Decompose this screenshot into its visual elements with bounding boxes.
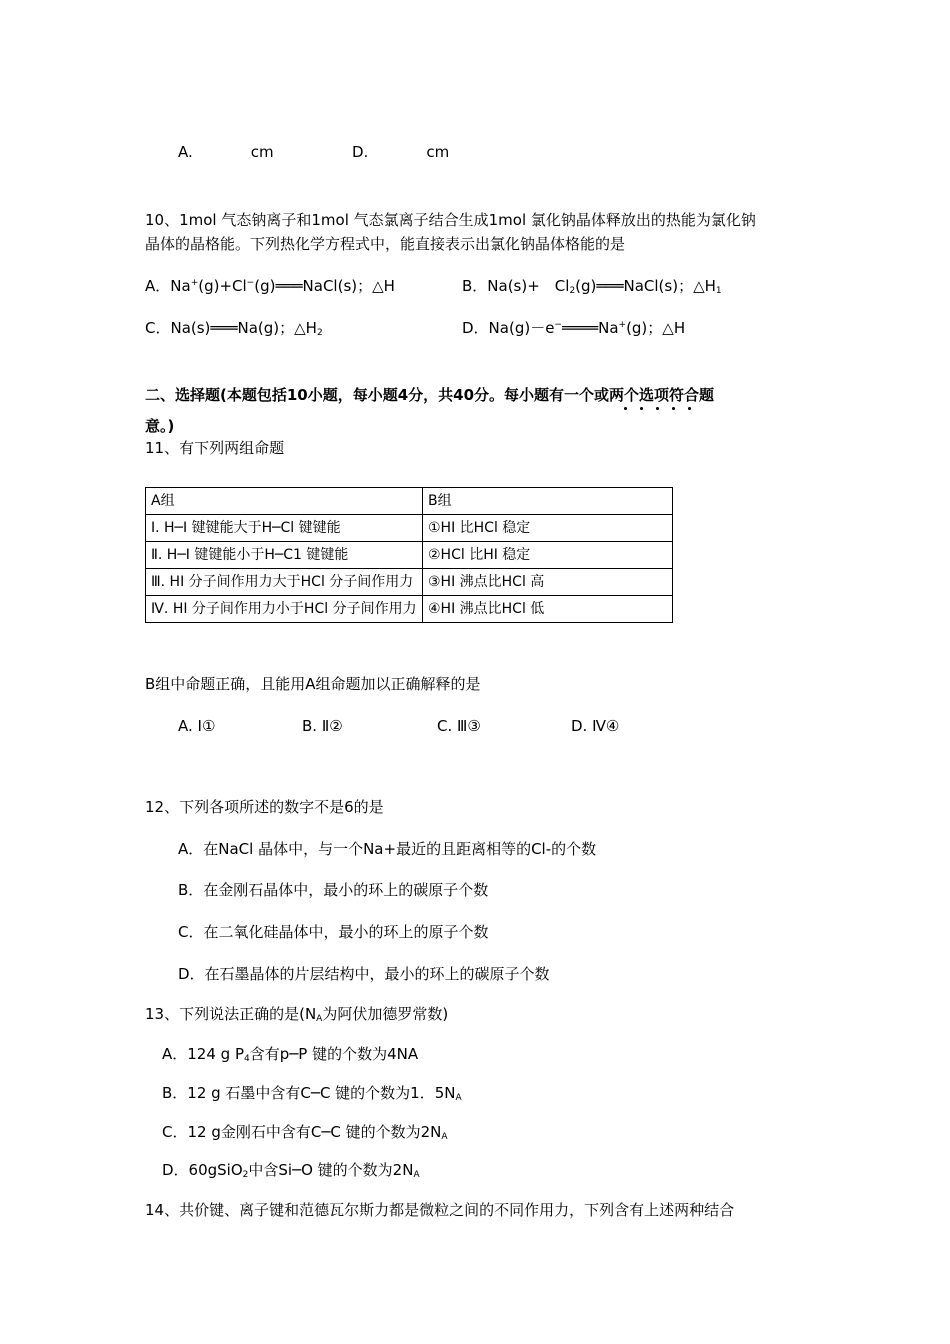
- table-header-cell: A组: [146, 488, 423, 515]
- emphasis-dot: [624, 407, 627, 410]
- q12-option-c: C．在二氧化硅晶体中，最小的环上的原子个数: [178, 923, 489, 941]
- emphasis-dot: [672, 407, 675, 410]
- q10-option-b: B．Na(s)+ $Cl_2(g)═══NaCl(s)$；$\triangle H_1$: [462, 277, 722, 296]
- q9-option-d: D. cm: [352, 143, 450, 161]
- section2-heading-line1: 二、选择题(本题包括10小题，每小题4分，共40分。每小题有一个或两个选项符合题: [145, 386, 715, 404]
- table-row: [146, 596, 673, 623]
- table-cell: Ⅳ. HI 分子间作用力小于HCl 分子间作用力: [146, 596, 423, 623]
- q14-stem-line1: 14、共价键、离子键和范德瓦尔斯力都是微粒之间的不同作用力，下列含有上述两种结合: [145, 1201, 735, 1219]
- q12-option-a: A．在NaCl 晶体中，与一个Na+最近的且距离相等的Cl-的个数: [178, 840, 597, 858]
- q11-option-b: B. Ⅱ②: [302, 717, 343, 735]
- emphasis-dot: [688, 407, 691, 410]
- q10-option-a: A．Na+(g)+Cl−(g)═══NaCl(s)；△H: [145, 277, 395, 295]
- q13-option-b: B．12 g 石墨中含有C─C 键的个数为1．$5N_A$: [162, 1084, 462, 1103]
- q13-option-c: C．12 g金刚石中含有C─C 键的个数为$2N_A$: [162, 1123, 448, 1142]
- table-header-cell: B组: [423, 488, 673, 515]
- table-cell: ②HCl 比HI 稳定: [423, 542, 673, 569]
- q13-option-a: A．124 g $P_4$含有p─P 键的个数为4NA: [162, 1045, 419, 1064]
- q10-stem-line2: 晶体的晶格能。下列热化学方程式中，能直接表示出氯化钠晶体格能的是: [145, 235, 626, 253]
- q10-stem-line1: 10、1mol 气态钠离子和1mol 气态氯离子结合生成1mol 氯化钠晶体释放出的热能为氯化钠: [145, 211, 756, 229]
- table-row: [146, 515, 673, 542]
- table-header-row: [146, 488, 673, 515]
- q12-option-d: D．在石墨晶体的片层结构中，最小的环上的碳原子个数: [178, 965, 550, 983]
- table-cell: Ⅱ. H─I 键键能小于H─C1 键键能: [146, 542, 423, 569]
- emphasis-dot: [640, 407, 643, 410]
- q13-option-d: D．60gSiO$_2$中含Si─O 键的个数为$2N_A$: [162, 1161, 420, 1180]
- q10-option-d: D．Na(g)－e−════Na+(g)；△H: [462, 319, 686, 337]
- q10-option-c: C．Na(s)═══Na(g)；$\triangle H_2$: [145, 319, 323, 338]
- q11-option-d: D. Ⅳ④: [571, 717, 620, 735]
- q13-stem: 13、下列说法正确的是($N_A$为阿伏加德罗常数): [145, 1005, 449, 1024]
- q11-stem: 11、有下列两组命题: [145, 439, 285, 457]
- q9-option-a: A. cm: [178, 143, 274, 161]
- table-cell: Ⅰ. H─I 键键能大于H─Cl 键键能: [146, 515, 423, 542]
- q11-proposition-table: [145, 487, 673, 623]
- q11-option-c: C. Ⅲ③: [437, 717, 481, 735]
- table-cell: ④HI 沸点比HCl 低: [423, 596, 673, 623]
- table-cell: Ⅲ. HI 分子间作用力大于HCl 分子间作用力: [146, 569, 423, 596]
- emphasis-dot: [656, 407, 659, 410]
- table-cell: ③HI 沸点比HCl 高: [423, 569, 673, 596]
- table-row: [146, 569, 673, 596]
- q12-stem: 12、下列各项所述的数字不是6的是: [145, 798, 384, 816]
- section2-heading-line2: 意。): [145, 417, 175, 435]
- q12-option-b: B．在金刚石晶体中，最小的环上的碳原子个数: [178, 881, 489, 899]
- table-cell: ①HI 比HCl 稳定: [423, 515, 673, 542]
- q11-option-a: A. Ⅰ①: [178, 717, 216, 735]
- q11-question: B组中命题正确，且能用A组命题加以正确解释的是: [145, 675, 481, 693]
- table-row: [146, 542, 673, 569]
